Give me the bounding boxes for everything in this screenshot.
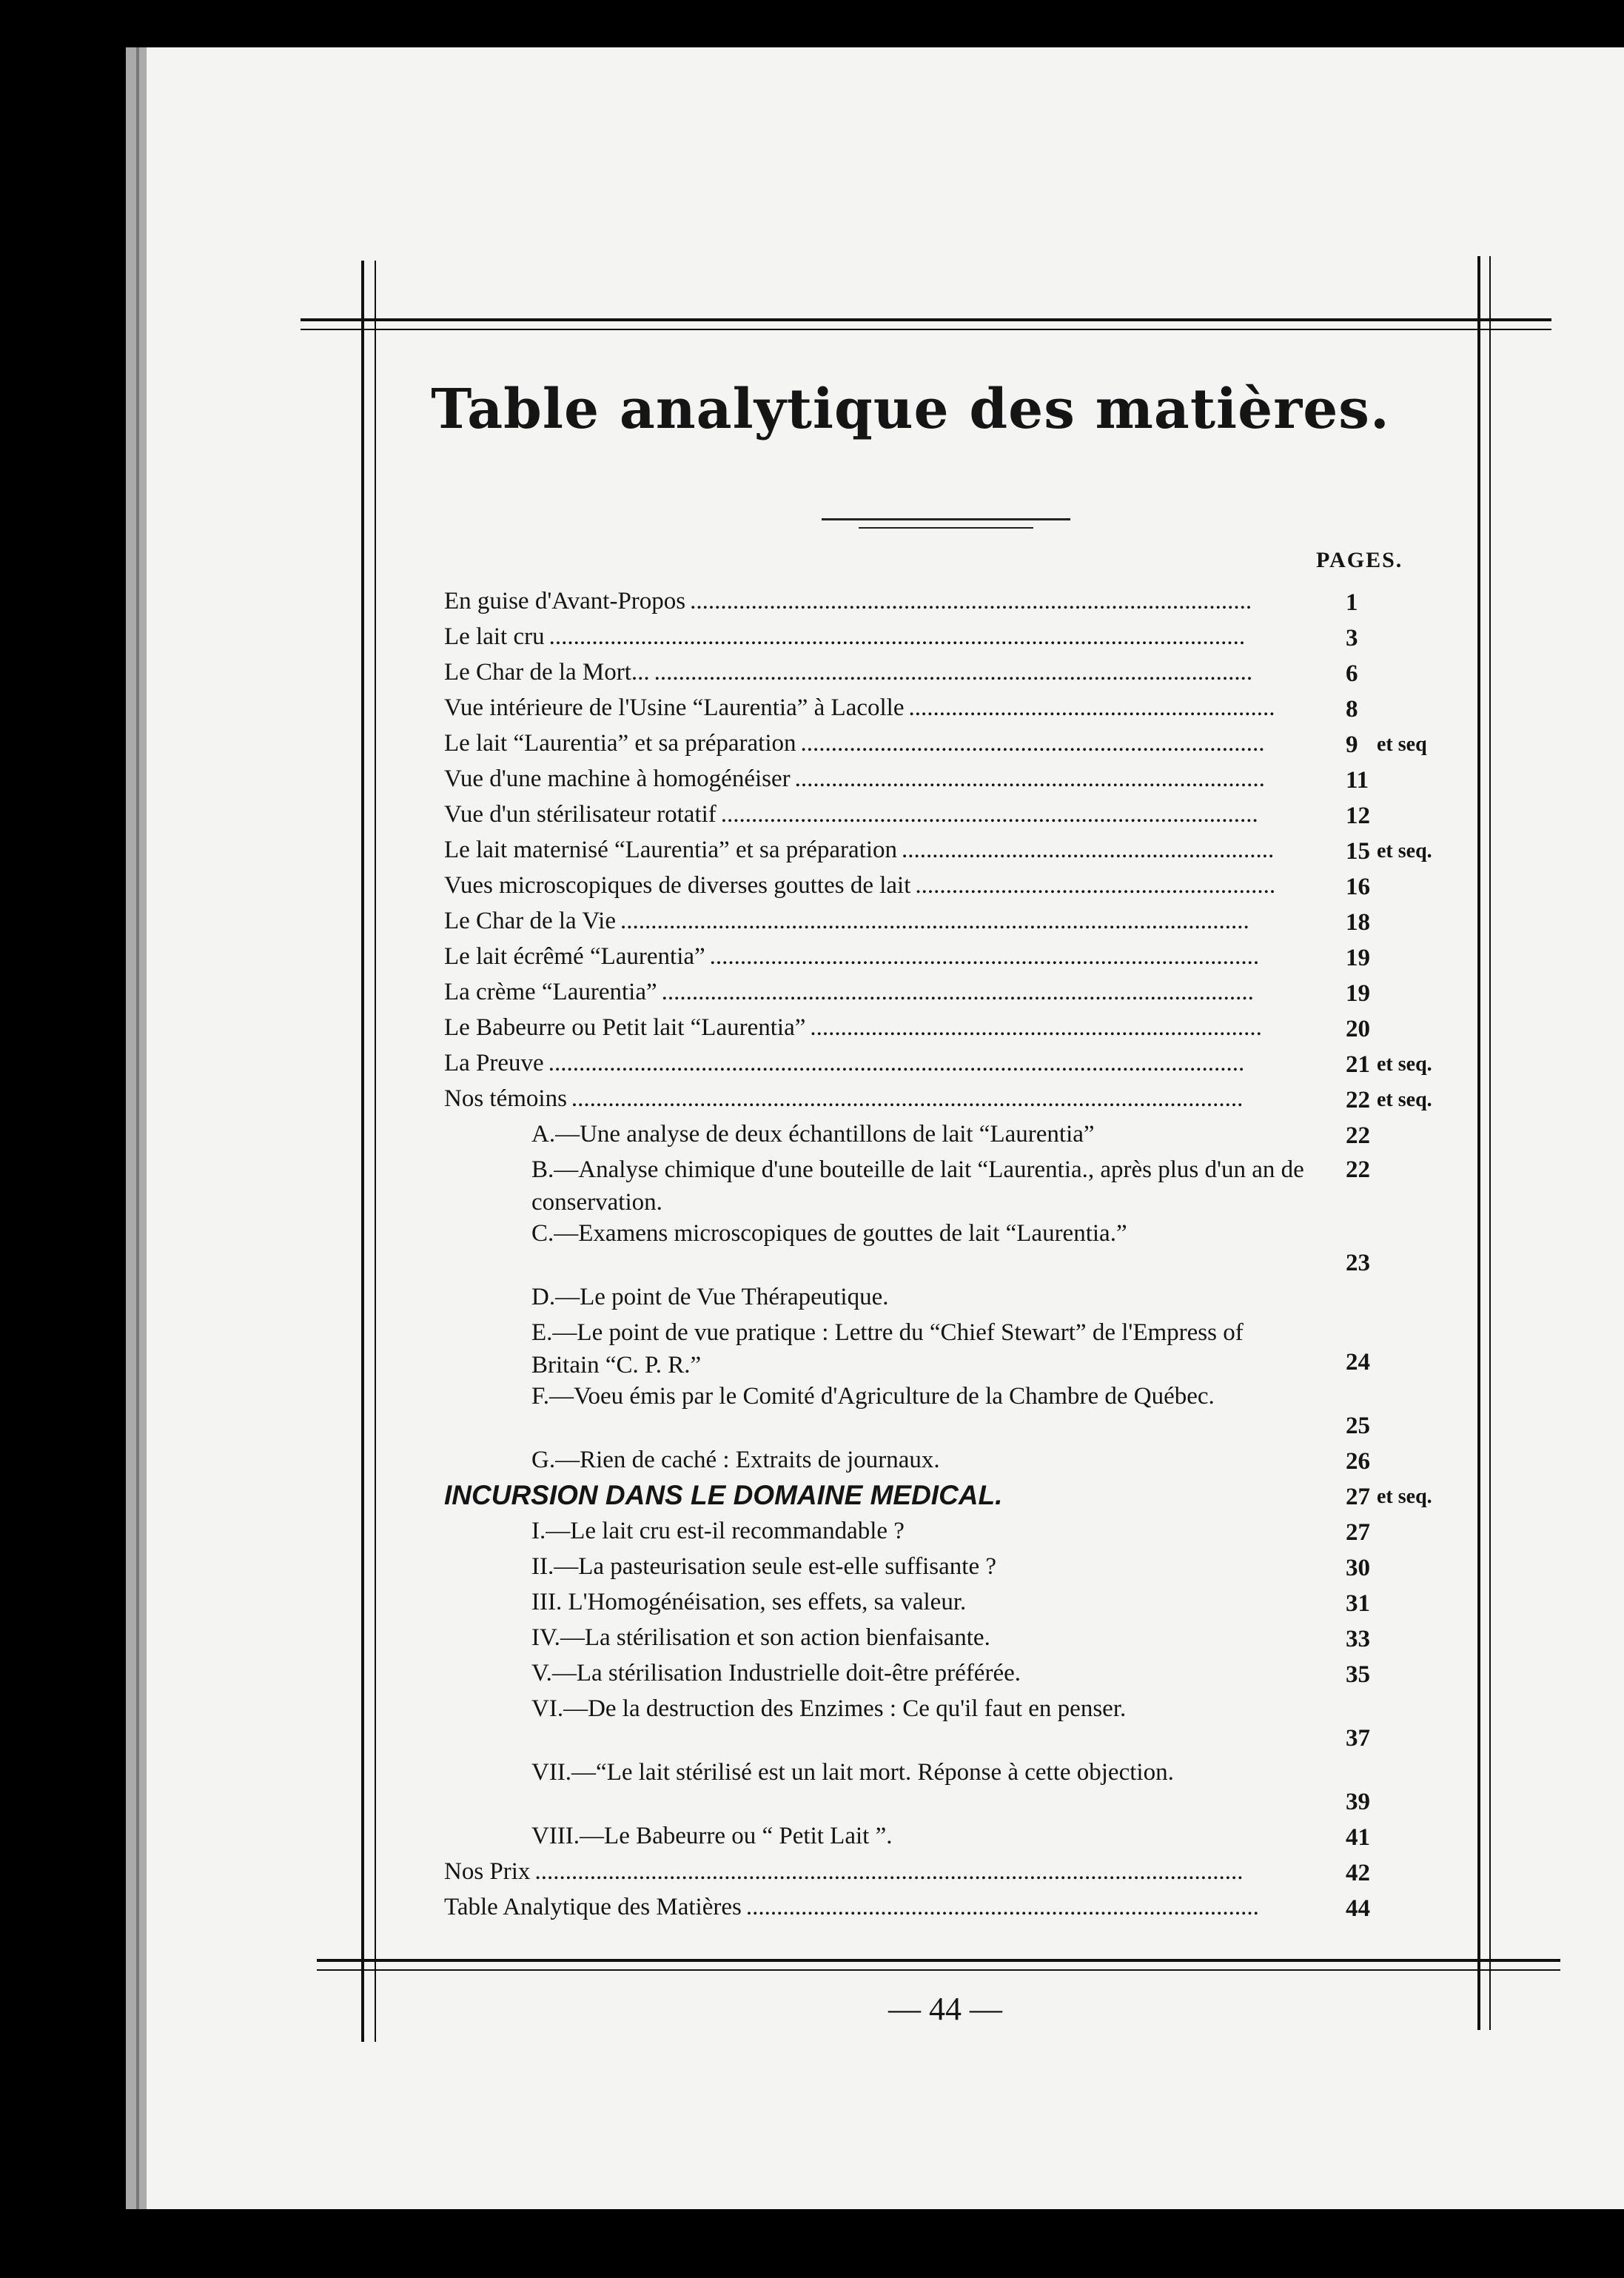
toc-entry-title: Le lait cru (444, 623, 545, 650)
toc-entry-page: 25 (1346, 1413, 1370, 1439)
dot-leader: .................................................................................................................. (548, 1050, 1245, 1076)
toc-entry-page: 42 (1346, 1860, 1370, 1886)
dot-leader: ............................................................................ (800, 730, 1265, 757)
toc-entry-page: 12 (1346, 803, 1370, 829)
toc-entry (444, 1550, 1510, 1586)
toc-entry (444, 727, 1510, 763)
dot-leader: .............................................................................................................. (571, 1085, 1244, 1112)
page-number-footer: — 44 — (888, 1991, 1002, 2027)
toc-entry (444, 1657, 1510, 1692)
toc-entry-page: 44 (1346, 1895, 1370, 1922)
toc-entry (444, 869, 1510, 905)
toc-entry-page: 22 (1346, 1156, 1370, 1183)
toc-entry (444, 1820, 1510, 1855)
dot-leader: .......................................................................... (810, 1014, 1262, 1041)
toc-entry-title: Le Char de la Mort... (444, 659, 650, 686)
toc-entry-title: Le Char de la Vie (444, 908, 616, 934)
toc-entry-page: 21 (1346, 1051, 1370, 1078)
toc-entry-page: 19 (1346, 945, 1370, 971)
toc-entry-title: Nos témoins (444, 1085, 567, 1112)
toc-entry (444, 763, 1510, 798)
toc-entry-title: B.—Analyse chimique d'une bouteille de lait “Laurentia., après plus d'un an de conservation. (531, 1156, 1304, 1216)
toc-entry-title: Le lait maternisé “Laurentia” et sa préparation (444, 837, 898, 863)
dot-leader: ............................................................. (902, 837, 1275, 863)
toc-entry (444, 1479, 1510, 1515)
toc-entry-title: III. L'Homogénéisation, ses effets, sa valeur. (531, 1589, 967, 1615)
toc-entry (444, 976, 1510, 1011)
toc-entry-title: INCURSION DANS LE DOMAINE MEDICAL. (444, 1480, 1003, 1510)
toc-entry-title: Vues microscopiques de diverses gouttes de lait (444, 872, 911, 899)
toc-entry-title: Le Babeurre ou Petit lait “Laurentia” (444, 1014, 806, 1041)
toc-entry (444, 1692, 1510, 1756)
toc-entry (444, 1380, 1510, 1444)
toc-entry-page: 9 (1346, 731, 1358, 758)
toc-entry-page: 16 (1346, 874, 1370, 900)
toc-entry-title: Le lait “Laurentia” et sa préparation (444, 730, 796, 757)
toc-entry-title: IV.—La stérilisation et son action bienfaisante. (531, 1624, 990, 1651)
dot-leader: ....................................................................................................... (620, 908, 1249, 934)
toc-entry-title: G.—Rien de caché : Extraits de journaux. (531, 1447, 940, 1473)
title-ornament-rule-short (859, 527, 1033, 529)
dot-leader: ............................................................................................ (690, 588, 1252, 614)
toc-entry (444, 1444, 1510, 1479)
dot-leader: ................................................................................................. (661, 979, 1254, 1005)
toc-entry-title: E.—Le point de vue pratique : Lettre du “Chief Stewart” de l'Empress of Britain “C. P. R.” (531, 1319, 1244, 1378)
toc-entry (444, 691, 1510, 727)
toc-entry-page: 19 (1346, 980, 1370, 1007)
toc-entry-page: 23 (1346, 1250, 1370, 1276)
toc-entry-page: 18 (1346, 909, 1370, 936)
toc-entry (444, 1082, 1510, 1118)
bottom-rule-inner (317, 1969, 1560, 1971)
toc-entry-suffix: et seq. (1377, 1485, 1432, 1508)
toc-entry-title: Vue intérieure de l'Usine “Laurentia” à Lacolle (444, 694, 905, 721)
toc-entry (444, 620, 1510, 656)
toc-entry (444, 1756, 1510, 1820)
toc-entry-title: La Preuve (444, 1050, 544, 1076)
dot-leader: .................................................................................................. (654, 659, 1253, 686)
top-rule-outer (301, 318, 1551, 321)
toc-entry (444, 1011, 1510, 1047)
toc-entry (444, 585, 1510, 620)
toc-entry-page: 31 (1346, 1590, 1370, 1617)
toc-entry-title: VII.—“Le lait stérilisé est un lait mort. Réponse à cette objection. (531, 1759, 1174, 1786)
toc-entry-page: 27 (1346, 1484, 1370, 1510)
toc-entry (444, 1891, 1510, 1926)
dot-leader: ............................................................................. (794, 766, 1265, 792)
toc-entry-page: 37 (1346, 1725, 1370, 1752)
toc-entry-title: D.—Le point de Vue Thérapeutique. (531, 1284, 889, 1310)
toc-entry-page: 26 (1346, 1448, 1370, 1475)
dot-leader: ........................................................................................ (720, 801, 1258, 828)
toc-entry-page: 6 (1346, 660, 1358, 687)
toc-entry-title: Vue d'un stérilisateur rotatif (444, 801, 717, 828)
dot-leader: .................................................................................................................. (548, 623, 1246, 650)
toc-entry-page: 1 (1346, 589, 1358, 616)
toc-entry (444, 1855, 1510, 1891)
top-rule-inner (301, 329, 1551, 330)
toc-entry-suffix: et seq. (1377, 840, 1432, 862)
toc-entry (444, 1621, 1510, 1657)
toc-entry-page: 22 (1346, 1122, 1370, 1149)
toc-entry (444, 1586, 1510, 1621)
dot-leader: ............................................................ (908, 694, 1275, 721)
toc-entry-page: 41 (1346, 1824, 1370, 1851)
toc-entry-page: 11 (1346, 767, 1369, 794)
toc-entry (444, 1217, 1510, 1281)
toc-entry-title: En guise d'Avant-Propos (444, 588, 686, 614)
toc-entry-page: 33 (1346, 1626, 1370, 1652)
toc-entry-title: A.—Une analyse de deux échantillons de lait “Laurentia” (531, 1121, 1095, 1148)
toc-entry-title: Table Analytique des Matières (444, 1894, 742, 1920)
toc-entry (444, 1316, 1510, 1380)
toc-entry-page: 27 (1346, 1519, 1370, 1546)
toc-entry-page: 15 (1346, 838, 1370, 865)
toc-entry-title: Vue d'une machine à homogénéiser (444, 766, 791, 792)
toc-entry (444, 1515, 1510, 1550)
toc-entry (444, 834, 1510, 869)
toc-entry-suffix: et seq. (1377, 1053, 1432, 1076)
toc-entry-title: F.—Voeu émis par le Comité d'Agriculture de la Chambre de Québec. (531, 1383, 1215, 1410)
toc-entry-title: I.—Le lait cru est-il recommandable ? (531, 1518, 905, 1544)
toc-entry-suffix: et seq. (1377, 1088, 1432, 1111)
toc-entry-page: 8 (1346, 696, 1358, 723)
dot-leader: .................................................................................... (745, 1894, 1259, 1920)
toc-entry-page: 30 (1346, 1555, 1370, 1581)
title-ornament-rule (822, 518, 1070, 520)
toc-entry (444, 1153, 1510, 1217)
toc-entry (444, 1281, 1510, 1316)
frame-left-line-outer (361, 261, 364, 2042)
toc-entry-title: La crème “Laurentia” (444, 979, 657, 1005)
toc-entry (444, 940, 1510, 976)
toc-entry-page: 20 (1346, 1016, 1370, 1042)
dot-leader: ........................................................... (915, 872, 1276, 899)
toc-entry (444, 905, 1510, 940)
toc-entry-title: VIII.—Le Babeurre ou “ Petit Lait ”. (531, 1823, 893, 1849)
toc-entry (444, 1118, 1510, 1153)
toc-entry-title: Nos Prix (444, 1858, 531, 1885)
table-of-contents (444, 585, 1510, 1926)
toc-entry-title: V.—La stérilisation Industrielle doit-être préférée. (531, 1660, 1021, 1686)
toc-entry-title: VI.—De la destruction des Enzimes : Ce qu'il faut en penser. (531, 1695, 1127, 1722)
toc-entry-title: C.—Examens microscopiques de gouttes de lait “Laurentia.” (531, 1220, 1127, 1247)
toc-entry-suffix: et seq (1377, 733, 1427, 756)
toc-entry-page: 3 (1346, 625, 1358, 651)
toc-entry-title: II.—La pasteurisation seule est-elle suffisante ? (531, 1553, 996, 1580)
toc-entry-page: 24 (1346, 1349, 1370, 1376)
toc-entry (444, 656, 1510, 691)
dot-leader: .......................................................................................... (709, 943, 1260, 970)
dot-leader: .................................................................................................................... (534, 1858, 1244, 1885)
toc-entry-page: 39 (1346, 1789, 1370, 1815)
toc-entry (444, 798, 1510, 834)
page-title: Table analytique des matières. (431, 378, 1390, 441)
bottom-rule-outer (317, 1959, 1560, 1962)
toc-entry (444, 1047, 1510, 1082)
pages-column-header: PAGES. (1316, 548, 1403, 572)
frame-left-line-inner (375, 261, 376, 2042)
toc-entry-title: Le lait écrêmé “Laurentia” (444, 943, 705, 970)
toc-entry-page: 22 (1346, 1087, 1370, 1113)
toc-entry-page: 35 (1346, 1661, 1370, 1688)
